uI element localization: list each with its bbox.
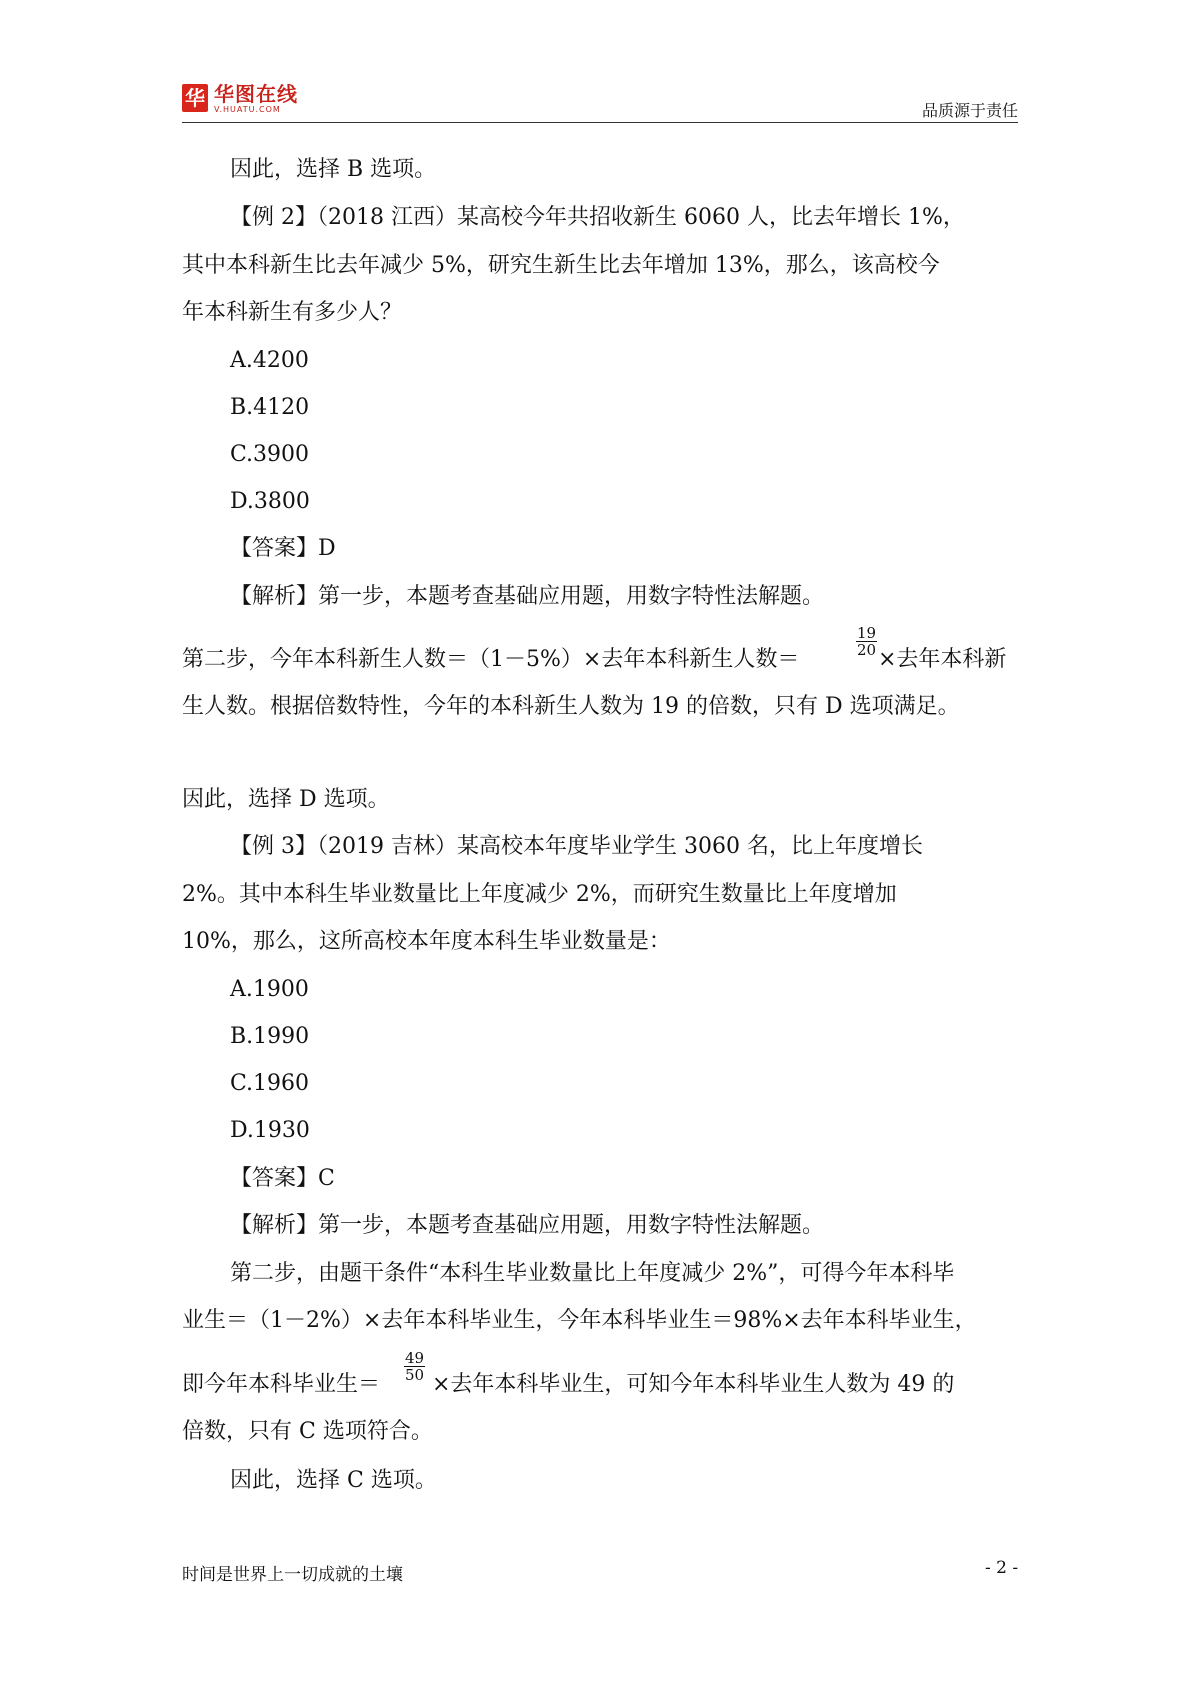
option-a: A.4200: [230, 348, 309, 373]
text-line: 倍数，只有 C 选项符合。: [182, 1419, 433, 1444]
huatu-logo-icon: 华: [182, 84, 208, 112]
option-d: D.1930: [230, 1118, 310, 1143]
fraction-19-20: [856, 625, 877, 658]
huatu-logo: [182, 82, 298, 114]
footer-motto: 时间是世界上一切成就的土壤: [182, 1565, 403, 1585]
text-line: 生人数。根据倍数特性，今年的本科新生人数为 19 的倍数，只有 D 选项满足。: [182, 694, 960, 719]
page-header: [182, 82, 1018, 123]
fraction-numerator: 19: [857, 624, 877, 642]
logo-name: 华图在线: [214, 81, 298, 106]
text-line: 年本科新生有多少人？: [182, 300, 403, 325]
logo-url: V.HUATU.COM: [214, 104, 281, 114]
example-2-title: 【例 2】（2018 江西）某高校今年共招收新生 6060 人，比去年增长 1%，: [230, 205, 965, 230]
answer-label: 【答案】C: [230, 1166, 335, 1191]
fraction-49-50: [404, 1350, 425, 1383]
text-line: 2%。其中本科生毕业数量比上年度减少 2%，而研究生数量比上年度增加: [182, 882, 897, 907]
text-line: 因此，选择 C 选项。: [230, 1468, 437, 1493]
page-number: - 2 -: [985, 1558, 1019, 1578]
text-line: 其中本科新生比去年减少 5%，研究生新生比去年增加 13%，那么，该高校今: [182, 253, 940, 278]
answer-label: 【答案】D: [230, 536, 336, 561]
option-b: B.1990: [230, 1024, 310, 1049]
analysis-line: 【解析】第一步，本题考查基础应用题，用数字特性法解题。: [230, 1213, 825, 1238]
text-line: ×去年本科毕业生，可知今年本科毕业生人数为 49 的: [432, 1372, 955, 1397]
text-line: 业生＝（1－2%）×去年本科毕业生，今年本科毕业生＝98%×去年本科毕业生，: [182, 1308, 977, 1333]
text-line: 即今年本科毕业生＝: [182, 1372, 381, 1397]
option-c: C.3900: [230, 442, 310, 467]
example-3-title: 【例 3】（2019 吉林）某高校本年度毕业学生 3060 名，比上年度增长: [230, 834, 923, 859]
fraction-denominator: 20: [857, 641, 877, 659]
option-a: A.1900: [230, 977, 309, 1002]
option-d: D.3800: [230, 489, 310, 514]
text-line: 10%，那么，这所高校本年度本科生毕业数量是：: [182, 929, 671, 954]
text-line: 第二步，由题干条件“本科生毕业数量比上年度减少 2%”，可得今年本科毕: [230, 1261, 955, 1286]
analysis-line: 【解析】第一步，本题考查基础应用题，用数字特性法解题。: [230, 584, 825, 609]
header-slogan: 品质源于责任: [921, 101, 1018, 120]
fraction-denominator: 50: [405, 1366, 425, 1384]
text-line: 因此，选择 D 选项。: [182, 787, 390, 812]
text-line: 因此，选择 B 选项。: [230, 157, 437, 182]
option-c: C.1960: [230, 1071, 310, 1096]
option-b: B.4120: [230, 395, 310, 420]
text-line: 第二步，今年本科新生人数＝（1－5%）×去年本科新生人数＝: [182, 647, 800, 672]
fraction-numerator: 49: [405, 1349, 425, 1367]
text-line: ×去年本科新: [878, 647, 1007, 672]
